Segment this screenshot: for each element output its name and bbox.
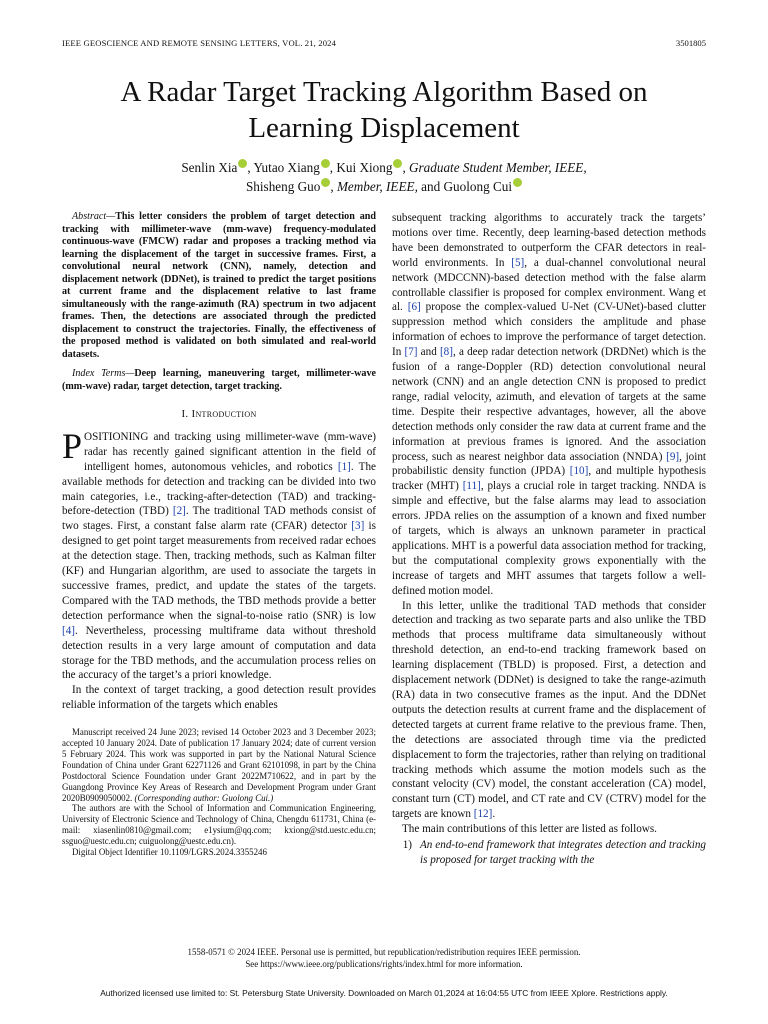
section-numeral: I.: [181, 408, 192, 420]
intro-paragraph-1: [62, 425, 376, 683]
abstract-lead: Abstract—: [72, 211, 116, 222]
orcid-icon[interactable]: [321, 159, 330, 168]
copyright-line-1: 1558-0571 © 2024 IEEE. Personal use is permitted, but republication/redistribution requires IEEE permission.: [187, 947, 581, 957]
body-text: , a dual-channel convolutional neural network (MDCCNN)-based detection method with the false alarm controllable classifier is proposed for complex environment. Wang et al.: [392, 256, 706, 314]
author-name: Senlin Xia: [181, 160, 238, 175]
author-list: [40, 158, 728, 196]
index-terms-lead: Index Terms—: [72, 368, 135, 379]
author-name: Kui Xiong: [336, 160, 393, 175]
affiliation-footnote: The authors are with the School of Information and Communication Engineering, University of Electronic Science and Technology of China, Chengdu 611731, China (e-mail: xiasenlin0810@gmail.com; e1ysium@qq.com; kxiong@std.uestc.edu.cn; ssguo@uestc.edu.cn; cuiguolong@uestc.edu.cn).: [62, 803, 376, 847]
right-column: [392, 211, 706, 868]
right-paragraph-3: The main contributions of this letter are listed as follows.: [402, 823, 657, 836]
copyright-line-2: See https://www.ieee.org/publications/rights/index.html for more information.: [245, 958, 523, 969]
orcid-icon[interactable]: [393, 159, 402, 168]
body-text: and: [417, 346, 440, 359]
citation-link[interactable]: [6]: [407, 301, 421, 314]
orcid-icon[interactable]: [238, 159, 247, 168]
citation-link[interactable]: [2]: [172, 505, 186, 518]
index-terms-text: Deep learning, maneuvering target, millimeter-wave (mm-wave) radar, target detection, target tracking.: [62, 368, 376, 392]
copyright-notice: [0, 947, 768, 971]
body-text: , and multiple hypothesis tracker (MHT): [392, 465, 706, 493]
body-text: , joint probabilistic density function (JPDA): [392, 450, 706, 478]
article-number: 3501805: [675, 38, 706, 48]
title-line-2: Learning Displacement: [248, 112, 520, 144]
intro-paragraph-2: In the context of target tracking, a good detection result provides reliable information of the targets which enables: [62, 684, 376, 712]
citation-link[interactable]: [11]: [462, 480, 481, 493]
paper-title: [40, 74, 728, 146]
body-text: . The traditional TAD methods consist of two stages. First, a constant false alarm rate (CFAR) detector: [62, 505, 376, 533]
body-text: subsequent tracking algorithms to accurately track the targets’ motions over time. Recently, deep learning-based detection methods have been demonstrated to outperform the CFAR detectors in real-world environments. In: [392, 212, 706, 269]
list-text: An end-to-end framework that integrates detection and tracking is proposed for target tracking with the: [420, 839, 706, 866]
body-text: . Nevertheless, processing multiframe data without threshold detection results in a very large amount of computation and data storage for the TBD methods, and the accumulation process relies on the accuracy of the target’s a priori knowledge.: [62, 624, 376, 682]
abstract-text: This letter considers the problem of target detection and tracking with millimeter-wave (mm-wave) frequency-modulated continuous-wave (FMCW) radar and proposes a tracking method via learning the displacement of the target in successive frames. First, a convolutional neural network (CNN), namely, detection and displacement network (DDNet), is trained to predict the target positions at current frame and the displacement relative to last frame simultaneously with the range-azimuth (RA) spectrum in two adjacent frames. Then, the detections are associated through the predicted displacement to construct the trajectories. Finally, the effectiveness of the proposed method is validated on both simulated and real-world datasets.: [62, 211, 376, 360]
author-membership: Graduate Student Member, IEEE,: [409, 160, 587, 175]
abstract: [62, 211, 376, 361]
manuscript-footnote: [62, 727, 376, 803]
title-line-1: A Radar Target Tracking Algorithm Based on: [120, 76, 648, 108]
footnote-text: Manuscript received 24 June 2023; revised 14 October 2023 and 3 December 2023; accepted 10 January 2024. Date of publication 17 January 2024; date of current version 5 February 2024. This work was supported in part by the National Natural Science Foundation of China under Grant 62271126 and Grant 62101098, in part by the China Postdoctoral Science Foundation under Grant 2022M710622, and in part by the Guangdong Province Key Areas of Research and Development Program under Grant 2020B0909050002.: [62, 727, 376, 803]
body-text: . The available methods for detection and tracking can be divided into two main categories, i.e., tracking-after-detection (TAD) and tracking-before-detection (TBD): [62, 460, 376, 518]
author-membership: Member, IEEE,: [336, 179, 418, 194]
list-number: 1): [402, 839, 412, 852]
section-heading: [62, 407, 376, 422]
doi-footnote[interactable]: Digital Object Identifier 10.1109/LGRS.2024.3355246: [72, 847, 267, 858]
contribution-list-item: [392, 838, 706, 868]
body-text: is designed to get point target measurements from received radar echoes at the detection stage. Then, tracking methods, such as Kalman filter (KF) and Hungarian algorithm, are used to associate the targets in successive frames, predict, and update the states of the targets. Compared with the TAD methods, the TBD methods provide a better detection performance when the signal-to-noise ratio (SNR) is low: [62, 520, 376, 622]
running-header-journal: IEEE GEOSCIENCE AND REMOTE SENSING LETTERS, VOL. 21, 2024: [62, 38, 337, 48]
section-title: Introduction: [191, 408, 257, 420]
citation-link[interactable]: [7]: [404, 346, 418, 359]
body-text: In this letter, unlike the traditional TAD methods that consider detection and tracking as two separate parts and also unlike the TBD methods that process multiframe data simultaneously without threshold detection, an end-to-end tracking framework based on learning displacement (TBLD) is proposed. First, a detection and displacement network (DDNet) is designed to take the range-azimuth (RA) data in two consecutive frames as the input. And the DDNet outputs the detection results at current frame and the displacement of detected targets at current frame relative to the previous frame. Then, the detections are associated through time via the predicted displacement to form the trajectories, rather than relying on traditional tracking methods which assume the motion models such as the constant velocity (CV) model, the constant acceleration (CA) model, constant turn (CT) model, and CT rate and CV (CTRV) model for the targets are known: [392, 599, 706, 821]
citation-link[interactable]: [4]: [62, 624, 75, 637]
corresponding-author: (Corresponding author: Guolong Cui.): [134, 792, 274, 803]
body-text: , plays a crucial role in target tracking. NNDA is simple and effective, but the false alarms may lead to association errors. JPDA relies on the assumption of a known and fixed number of targets, which is always an unknown parameter in practical applications. MHT is a powerful data association method for tracking, but the computational complexity grows exponentially with the increase of targets and MHT assumes that targets follow a well-defined motion model.: [392, 480, 707, 597]
body-text: .: [492, 808, 496, 821]
license-footer: Authorized licensed use limited to: St. Petersburg State University. Downloaded on March 01,2024 at 16:04:55 UTC from IEEE Xplore. Restrictions apply.: [100, 988, 668, 998]
body-text: , a deep radar detection network (DRDNet) which is the fusion of a range-Doppler (RD) detection convolutional neural network (CNN) and an angle detection CNN is proposed to predict range, radial velocity, azimuth, and elevation of targets at the same time. Despite their respective advantages, however, all the above detection methods only consider the raw data at current frame and the information at previous frames is ignored. And the association process, such as nearest neighbor data association (NNDA): [392, 346, 706, 463]
citation-link[interactable]: [9]: [666, 450, 680, 463]
citation-link[interactable]: [5]: [511, 256, 525, 269]
author-line-2: Shisheng Guo , Member, IEEE, and Guolong Cui: [40, 177, 728, 196]
first-word: OSITIONING: [84, 430, 149, 443]
author-name: Shisheng Guo: [245, 179, 321, 194]
citation-link[interactable]: [10]: [569, 465, 589, 478]
body-text: and tracking using millimeter-wave (mm-wave) radar has recently gained significant attention in the field of intelligent homes, autonomous vehicles, and robotics: [84, 430, 376, 473]
right-paragraph-1: [392, 211, 706, 599]
citation-link[interactable]: [3]: [351, 520, 365, 533]
right-paragraph-2: [392, 599, 706, 823]
orcid-icon[interactable]: [321, 178, 330, 187]
body-text: propose the complex-valued U-Net (CV-UNet)-based clutter suppression method which considers the amplitude and phase information of echoes to improve the performance of target detection. In: [392, 301, 706, 359]
left-column: [62, 211, 376, 858]
drop-cap: P: [62, 425, 83, 466]
orcid-icon[interactable]: [513, 178, 522, 187]
index-terms: [62, 368, 376, 393]
author-line-1: Senlin Xia , Yutao Xiang , Kui Xiong , Graduate Student Member, IEEE,: [181, 160, 587, 175]
author-name: and Guolong Cui: [421, 179, 513, 194]
citation-link[interactable]: [1]: [337, 460, 351, 473]
citation-link[interactable]: [12]: [473, 808, 493, 821]
author-name: Yutao Xiang: [253, 160, 320, 175]
citation-link[interactable]: [8]: [439, 346, 453, 359]
